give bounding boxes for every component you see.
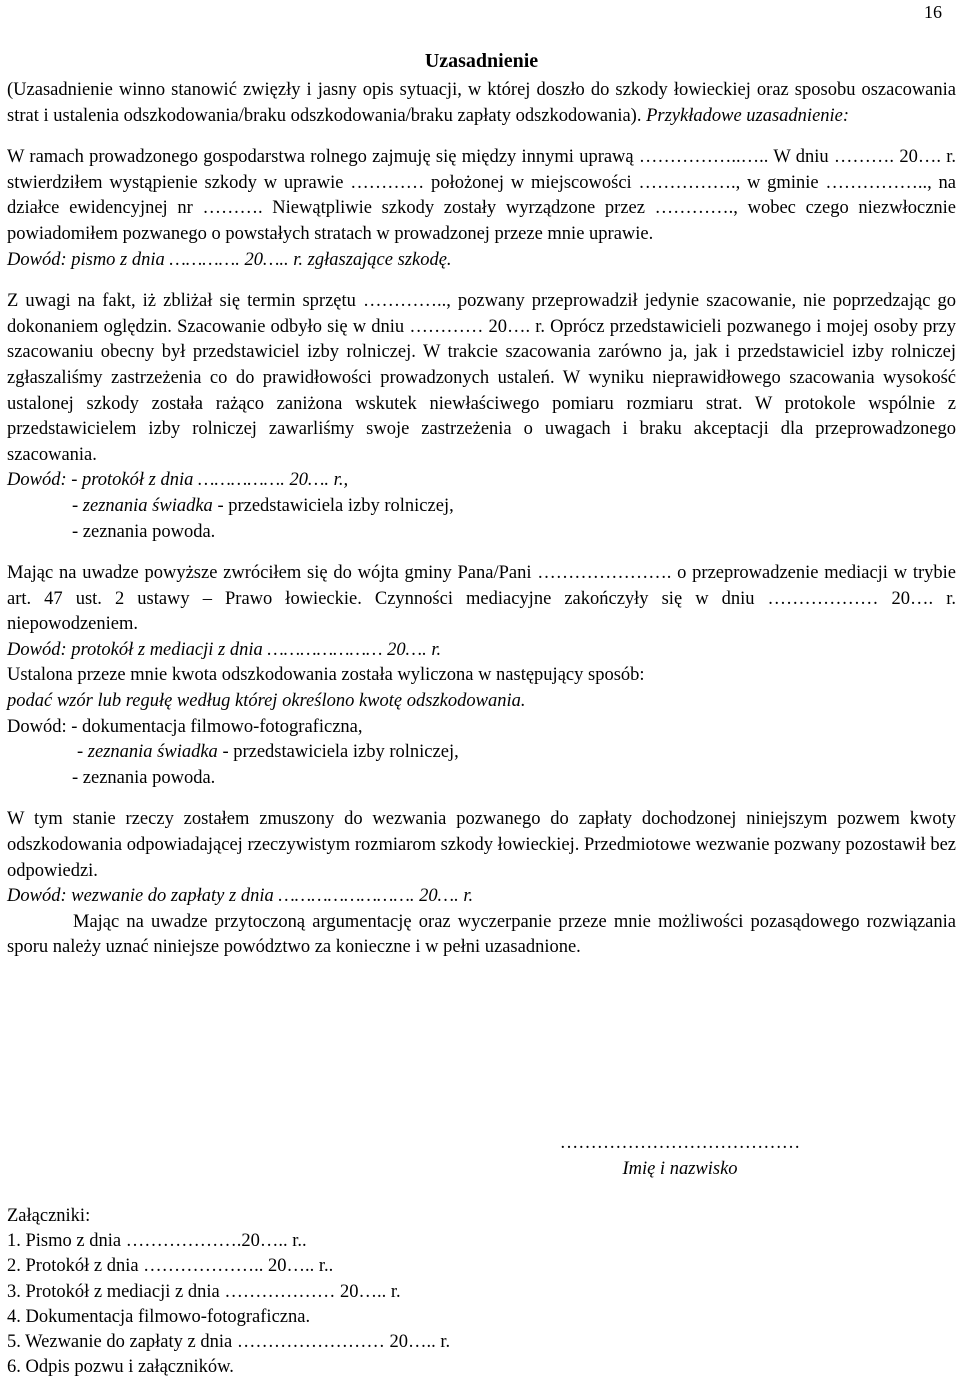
evidence-2-line-1: Dowód: - protokół z dnia ……………. 20…. r., [7,470,349,491]
evidence-4: Dowód: wezwanie do zapłaty z dnia ……………………. 20…. r. [7,886,474,907]
attachment-item: 6. Odpis pozwu i załączników. [7,1357,234,1378]
intro-italic: Przykładowe uzasadnienie: [646,105,850,126]
evidence-2-line-2 [7,494,956,520]
section-title: Uzasadnienie [424,50,539,72]
witness-rest: - przedstawiciela izby rolniczej, [212,495,454,516]
witness-italic-2: - zeznania świadka [77,742,218,763]
evidence-3-line-3: - zeznania powoda. [72,767,216,788]
witness-italic: - zeznania świadka [72,495,213,516]
witness-rest-2: - przedstawiciela izby rolniczej, [217,742,459,763]
paragraph-4: W tym stanie rzeczy zostałem zmuszony do wezwania pozwanego do zapłaty dochodzonej niniejszym pozwem kwoty odszkodowania odpowiadającej rzeczywistym rozmiarom szkody łowieckiej. Przedmiotowe wezwanie pozwany pozostawił bez odpowiedzi. [7,809,956,881]
attachment-item: 3. Protokół z mediacji z dnia ……………… 20….. r. [7,1281,401,1302]
signature-block [510,1130,850,1182]
signature-dots: ………………………………… [559,1133,801,1153]
attachment-item: 1. Pismo z dnia ……………….20….. r.. [7,1231,307,1252]
evidence-3: Dowód: protokół z mediacji z dnia ………………… 20…. r. [7,639,442,660]
attachment-item: 5. Wezwanie do zapłaty z dnia …………………… 20….. r. [7,1332,451,1353]
paragraph-2: Z uwagi na fakt, iż zbliżał się termin sprzętu ………….., pozwany przeprowadził jedynie szacowanie, nie poprzedzając go dokonaniem oględzin. Szacowanie odbyło się w dniu ………… 20…. r. Oprócz przedstawicieli pozwanego i mojej osoby przy szacowaniu obecny był przedstawiciel izby rolniczej. W trakcie szacowania zarówno ja, jak i przedstawiciel izby rolniczej zgłaszaliśmy zastrzeżenia co do prawidłowości prowadzonych ustaleń. W wyniku nieprawidłowego szacowania wysokość ustalonej szkody została rażąco zaniżona wskutek niewłaściwego pomiaru rozmiaru strat. W protokole wspólnie z przedstawicielem izby rolniczej zawarliśmy swoje zastrzeżenia o uwagach i braku akceptacji dla przeprowadzonego szacowania. [7,291,956,465]
attachments-heading: Załączniki: [7,1206,91,1226]
paragraph-1: W ramach prowadzonego gospodarstwa rolnego zajmuję się między innymi uprawą ……………..….. W dniu ………. 20…. r. stwierdziłem wystąpienie szkody w uprawie ………… położonej w miejscowości ……………., w gminie …………….., na działce ewidencyjnej nr ………. Niewątpliwie szkody zostały wyrządzone przez …………., wobec czego niezwłocznie powiadomiłem pozwanego o powstałych stratach w prowadzonej przeze mnie uprawie. [7,147,956,244]
intro-paragraph [7,78,956,129]
page-number: 16 [924,2,942,22]
document-body [7,48,956,961]
evidence-1: Dowód: pismo z dnia …………. 20….. r. zgłaszające szkodę. [7,249,452,270]
calc-instruction: podać wzór lub regułę według której określono kwotę odszkodowania. [7,691,526,712]
attachment-item: 2. Protokół z dnia ……………….. 20….. r.. [7,1256,334,1277]
attachments-list [7,1204,707,1380]
evidence-3-line-2 [7,740,956,766]
intro-text: (Uzasadnienie winno stanowić zwięzły i jasny opis sytuacji, w której doszło do szkody łowieckiej oraz sposobu oszacowania strat i ustalenia odszkodowania/braku odszkodowania/braku zapłaty odszkodowania). [7,80,956,126]
evidence-3-line-1: Dowód: - dokumentacja filmowo-fotograficzna, [7,716,363,737]
calc-line: Ustalona przeze mnie kwota odszkodowania została wyliczona w następujący sposób: [7,665,645,686]
signature-label: Imię i nazwisko [622,1159,738,1179]
attachment-item: 4. Dokumentacja filmowo-fotograficzna. [7,1306,311,1327]
paragraph-3: Mając na uwadze powyższe zwróciłem się do wójta gminy Pana/Pani …………………. o przeprowadzenie mediacji w trybie art. 47 ust. 2 ustawy – Prawo łowieckie. Czynności mediacyjne zakończyły się w dniu ……………… 20…. r. niepowodzeniem. [7,563,956,635]
evidence-2-line-3: - zeznania powoda. [72,521,216,542]
closing-paragraph: Mając na uwadze przytoczoną argumentację oraz wyczerpanie przeze mnie możliwości pozasądowego rozwiązania sporu należy uznać niniejsze powództwo za konieczne i w pełni uzasadnione. [7,911,956,958]
